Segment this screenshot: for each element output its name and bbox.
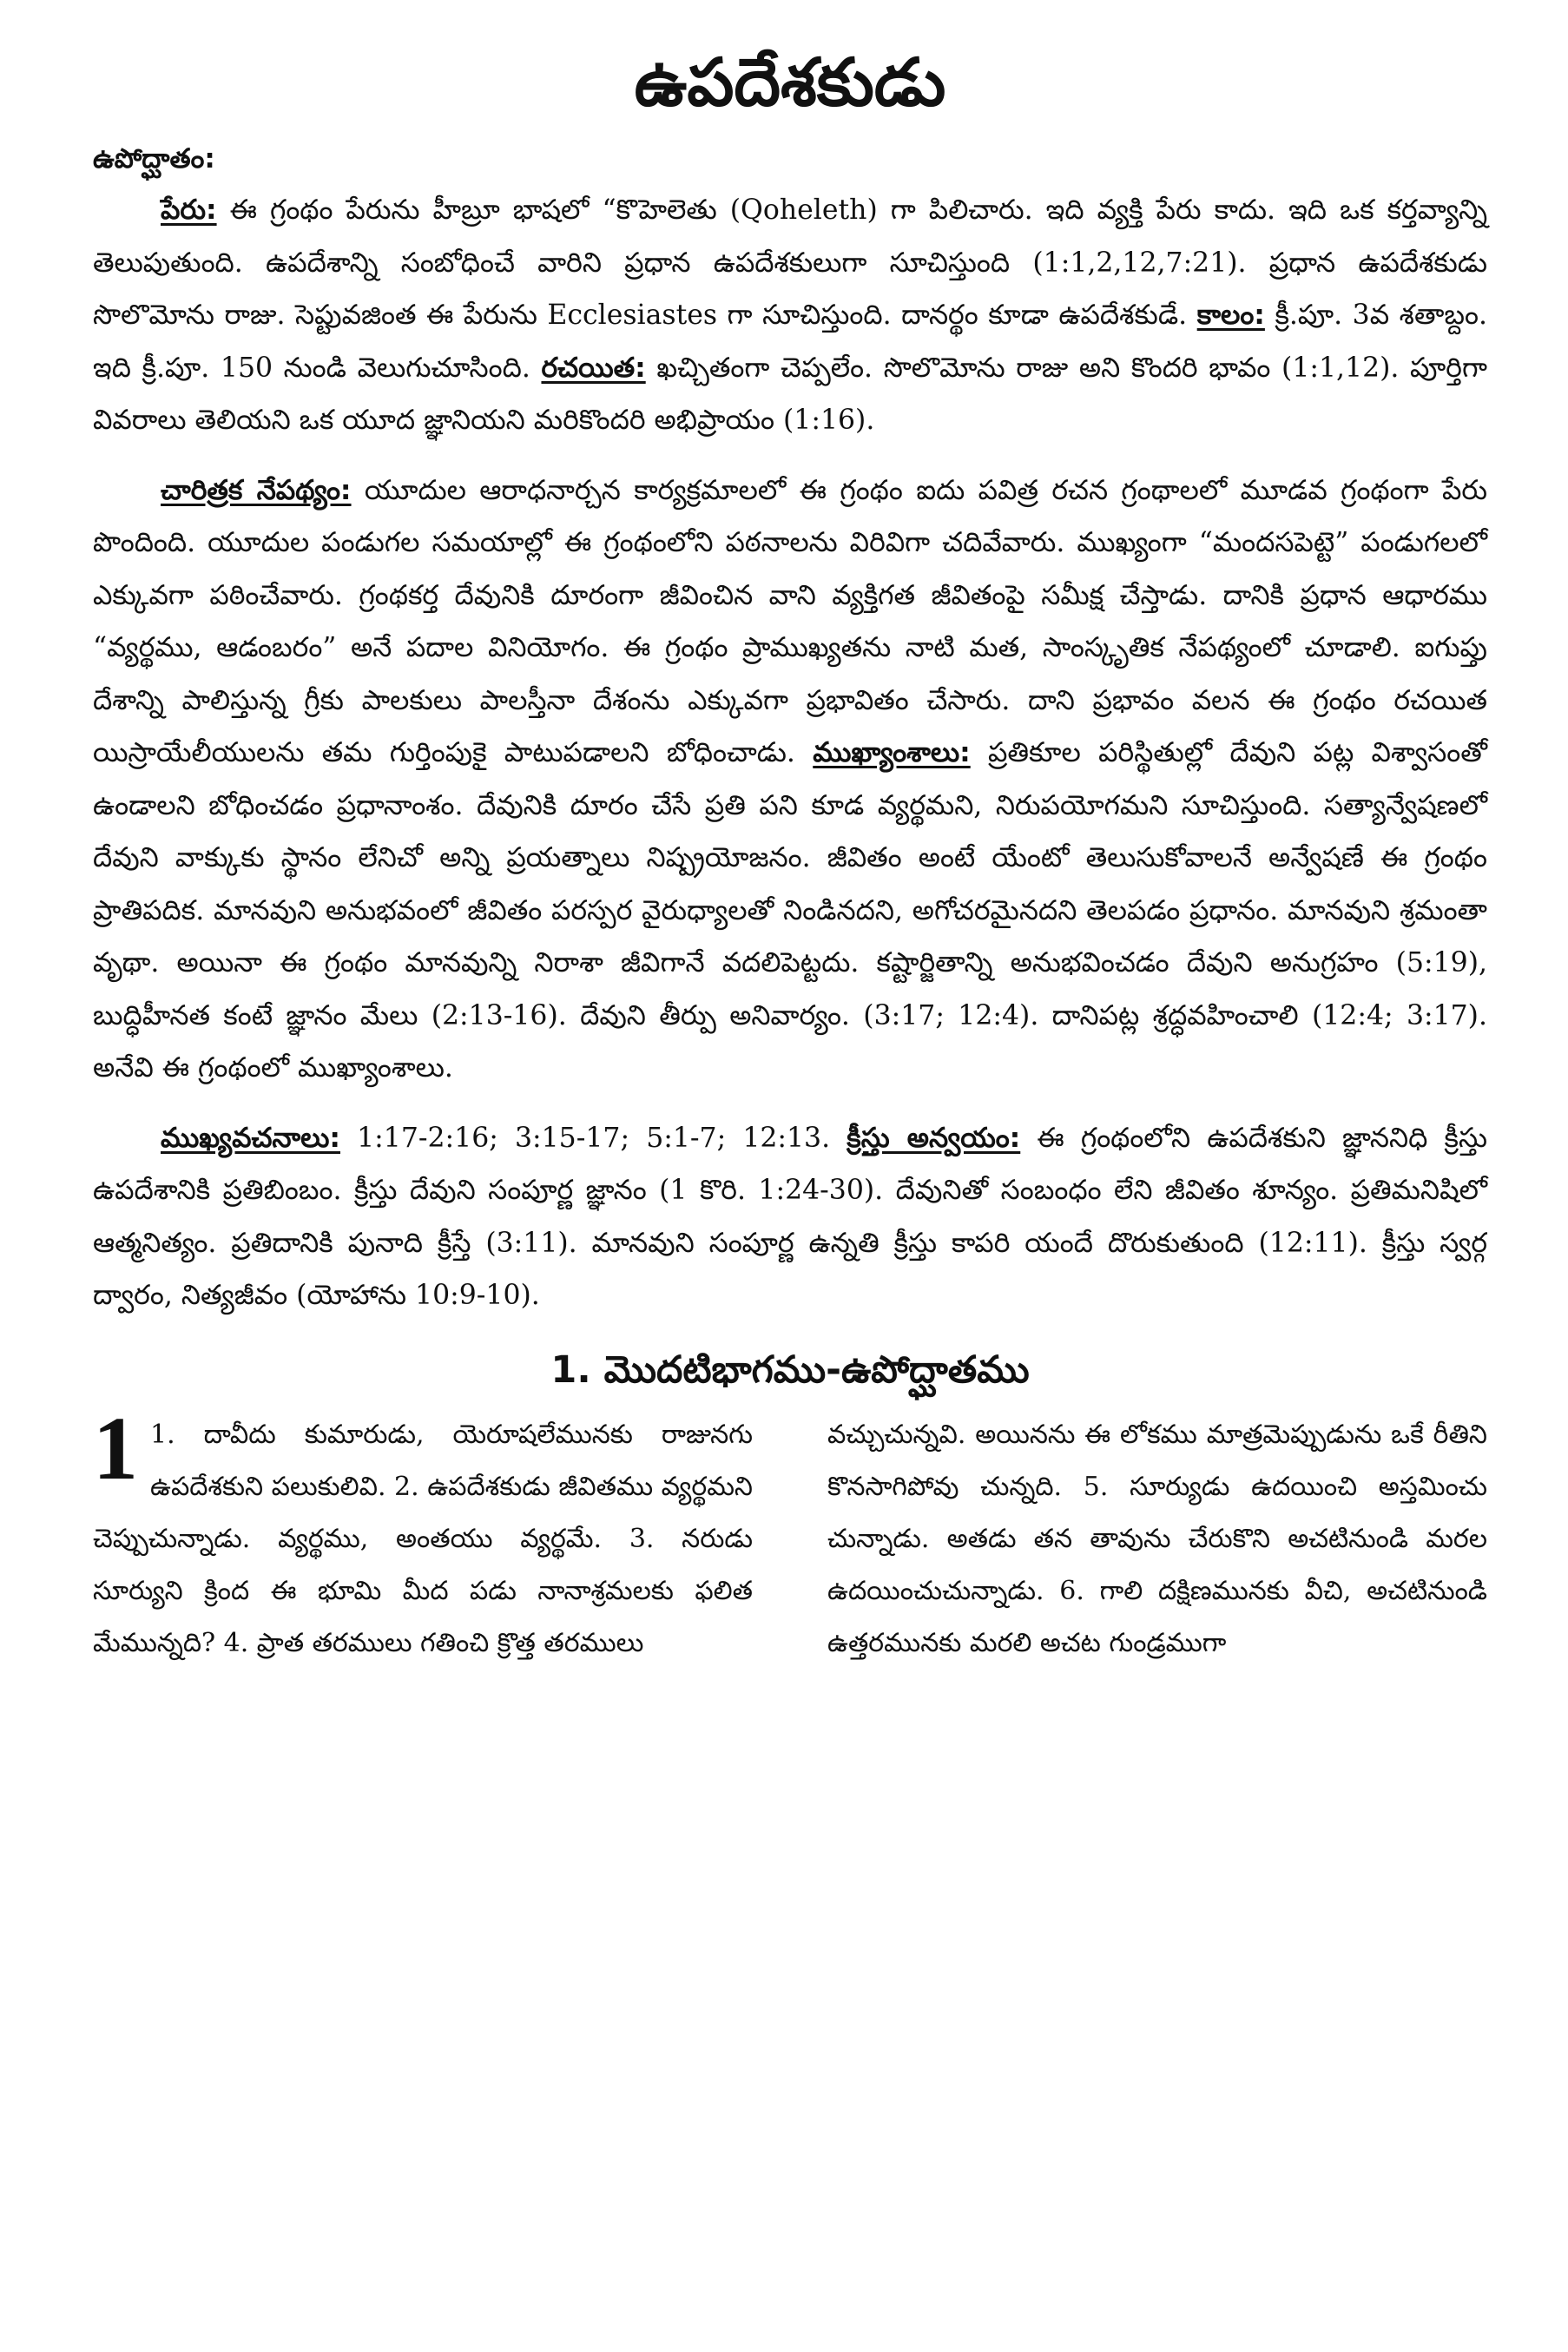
text-key-verses: 1:17-2:16; 3:15-17; 5:1-7; 12:13. [339, 1122, 847, 1154]
section-title: 1. మొదటిభాగము-ఉపోద్ఘాతము [550, 1347, 1030, 1392]
label-christ-application: క్రీస్తు అన్వయం: [847, 1122, 1021, 1154]
text-historical-background: యూదుల ఆరాధనార్చన కార్యక్రమాలలో ఈ గ్రంథం ఐదు పవిత్ర రచన గ్రంథాలలో మూడవ గ్రంథంగా పేరు పొందింది. యూదుల పండుగల సమయాల్లో ఈ గ్రంథంలోని పఠనాలను విరివిగా చదివేవారు. ముఖ్యంగా “మందసపెట్టె” పండుగలలో ఎక్కువగా పఠించేవారు. గ్రంథకర్త దేవునికి దూరంగా జీవించిన వాని వ్యక్తిగత జీవితంపై సమీక్ష చేస్తాడు. దానికి ప్రధాన ఆధారము “వ్యర్థము, ఆడంబరం” అనే పదాల వినియోగం. ఈ గ్రంథం ప్రాముఖ్యతను నాటి మత, సాంస్కృతిక నేపథ్యంలో చూడాలి. ఐగుప్తు దేశాన్ని పాలిస్తున్న గ్రీకు పాలకులు పాలస్తీనా దేశంను ఎక్కువగా ప్రభావితం చేసారు. దాని ప్రభావం వలన ఈ గ్రంథం రచయిత యిస్రాయేలీయులను తమ గుర్తింపుకై పాటుపడాలని బోధించాడు. [93, 474, 1487, 768]
text-period: క్రీ.పూ. 3వ శతాబ్దం. ఇది క్రీ.పూ. 150 నుండి వెలుగుచూసింది. [93, 300, 1488, 384]
introduction-paragraph-background-themes [93, 464, 1487, 1095]
introduction-heading: ఉపోద్ఘాతం: [93, 143, 215, 175]
label-key-verses: ముఖ్యవచనాలు: [161, 1122, 340, 1154]
chapter-number: 1 [93, 1398, 138, 1499]
label-main-themes: ముఖ్యాంశాలు: [813, 737, 971, 768]
label-historical-background: చారిత్రక నేపథ్యం: [161, 474, 352, 506]
text-christ-application: ఈ గ్రంథంలోని ఉపదేశకుని జ్ఞాననిధి క్రీస్తు ఉపదేశానికి ప్రతిబింబం. క్రీస్తు దేవుని సంపూర్ణ జ్ఞానం (1 కొరి. 1:24-30). దేవునితో సంబంధం లేని జీవితం శూన్యం. ప్రతిమనిషిలో ఆత్మనిత్యం. ప్రతిదానికి పునాది క్రీస్తే (3:11). మానవుని సంపూర్ణ ఉన్నతి క్రీస్తు కాపరి యందే దొరుకుతుంది (12:11). క్రీస్తు స్వర్గ ద్వారం, నిత్యజీవం (యోహాను 10:9-10). [93, 1122, 1487, 1311]
label-name: పేరు: [161, 194, 217, 226]
text-main-themes: ప్రతికూల పరిస్థితుల్లో దేవుని పట్ల విశ్వాసంతో ఉండాలని బోధించడం ప్రధానాంశం. దేవునికి దూరం చేసే ప్రతి పని కూడ వ్యర్థమని, నిరుపయోగమని సూచిస్తుంది. సత్యాన్వేషణలో దేవుని వాక్కుకు స్థానం లేనిచో అన్ని ప్రయత్నాలు నిష్ప్రయోజనం. జీవితం అంటే యేంటో తెలుసుకోవాలనే అన్వేషణే ఈ గ్రంథం ప్రాతిపదిక. మానవుని అనుభవంలో జీవితం పరస్పర వైరుధ్యాలతో నిండినదని, అగోచరమైనదని తెలపడం ప్రధానం. మానవుని శ్రమంతా వృథా. అయినా ఈ గ్రంథం మానవున్ని నిరాశా జీవిగానే వదలిపెట్టదు. కష్టార్జితాన్ని అనుభవించడం దేవుని అనుగ్రహం (5:19), బుద్ధిహీనత కంటే జ్ఞానం మేలు (2:13-16). దేవుని తీర్పు అనివార్యం. (3:17; 12:4). దానిపట్ల శ్రద్ధవహించాలి (12:4; 3:17). అనేవి ఈ గ్రంథంలో ముఖ్యాంశాలు. [93, 737, 1487, 1084]
introduction-paragraph-name-period-author [93, 184, 1487, 447]
text-author: ఖచ్చితంగా చెప్పలేం. సొలొమోను రాజు అని కొందరి భావం (1:1,12). పూర్తిగా వివరాలు తెలియని ఒక యూద జ్ఞానియని మరికొందరి అభిప్రాయం (1:16). [93, 352, 1487, 436]
scripture-column-right [827, 1409, 1487, 1670]
label-period: కాలం: [1196, 300, 1265, 331]
document-page [93, 35, 1487, 1670]
book-title: ఉపదేశకుడు [634, 43, 946, 121]
scripture-column-left [93, 1398, 753, 1670]
text-name: ఈ గ్రంథం పేరును హీబ్రూ భాషలో “కొహెలెతు (Qoheleth) గా పిలిచారు. ఇది వ్యక్తి పేరు కాదు. ఇది ఒక కర్తవ్యాన్ని తెలుపుతుంది. ఉపదేశాన్ని సంబోధించే వారిని ప్రధాన ఉపదేశకులుగా సూచిస్తుంది (1:1,2,12,7:21). ప్రధాన ఉపదేశకుడు సొలొమోను రాజు. సెప్టువజింత ఈ పేరును Ecclesiastes గా సూచిస్తుంది. దానర్థం కూడా ఉపదేశకుడే. [93, 194, 1487, 331]
scripture-text-right: వచ్చుచున్నవి. అయినను ఈ లోకము మాత్రమెప్పుడును ఒకే రీతిని కొనసాగిపోవు చున్నది. 5. సూర్యుడు ఉదయించి అస్తమించు చున్నాడు. అతడు తన తావును చేరుకొని అచటినుండి మరల ఉదయించుచున్నాడు. 6. గాలి దక్షిణమునకు వీచి, అచటినుండి ఉత్తరమునకు మరలి అచట గుండ్రముగా [827, 1419, 1487, 1658]
scripture-columns [93, 1398, 1487, 1670]
scripture-text-left: 1. దావీదు కుమారుడు, యెరూషలేమునకు రాజునగు ఉపదేశకుని పలుకులివి. 2. ఉపదేశకుడు జీవితము వ్యర్థమని చెప్పుచున్నాడు. వ్యర్థము, అంతయు వ్యర్థమే. 3. నరుడు సూర్యుని క్రింద ఈ భూమి మీద పడు నానాశ్రమలకు ఫలిత మేమున్నది? 4. ప్రాత తరములు గతించి క్రొత్త తరములు [93, 1419, 753, 1658]
introduction-paragraph-key-verses-christ [93, 1112, 1487, 1322]
label-author: రచయిత: [541, 352, 646, 384]
